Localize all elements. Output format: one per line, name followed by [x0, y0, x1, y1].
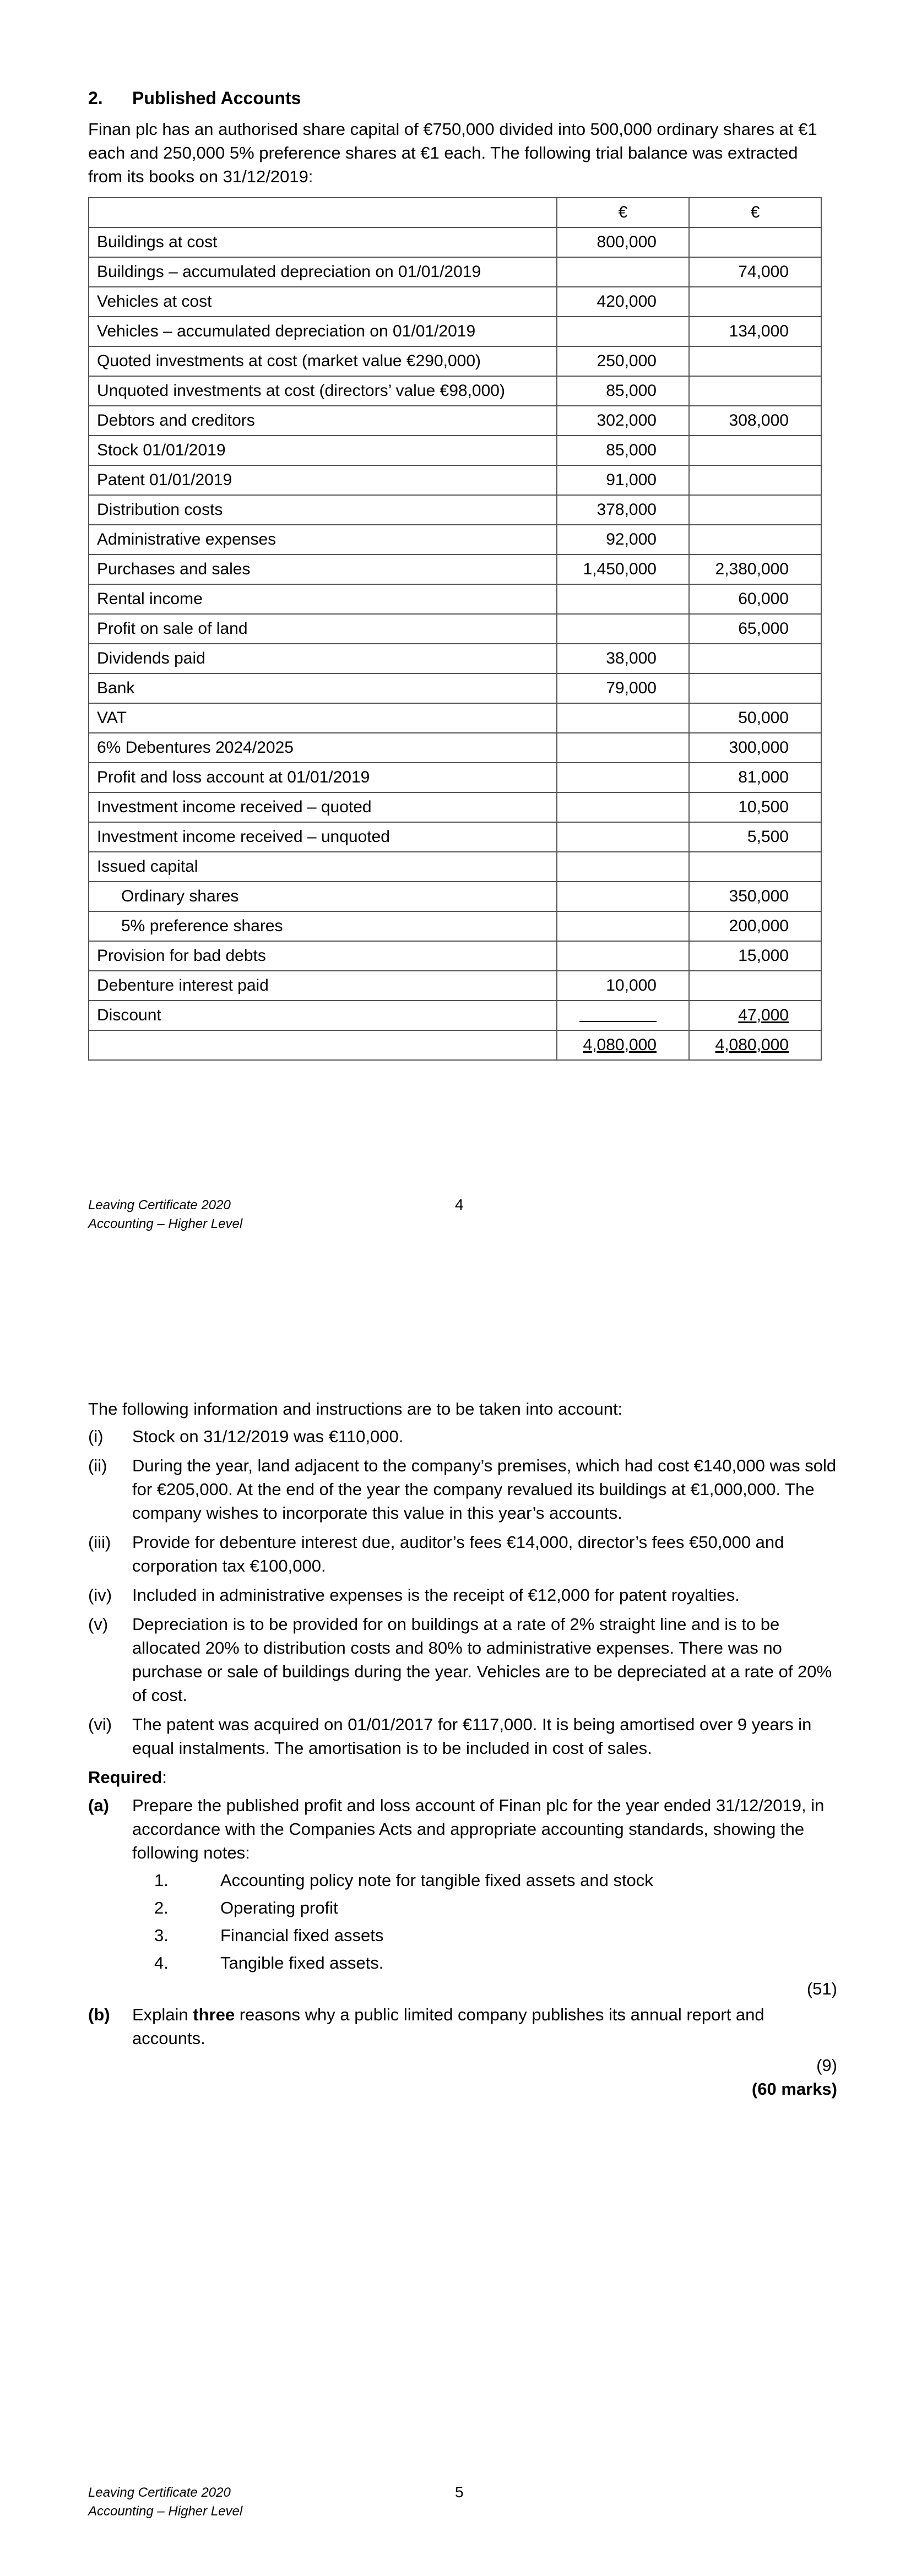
row-description: Stock 01/01/2019: [89, 436, 557, 465]
row-debit: [557, 733, 689, 763]
table-row: [89, 733, 821, 763]
row-credit: 50,000: [689, 703, 821, 733]
row-description: Vehicles – accumulated depreciation on 01/01/2019: [89, 317, 557, 346]
debit-rule-line: [579, 1004, 657, 1022]
row-debit: 1,450,000: [557, 555, 689, 584]
part-b-text: [132, 2003, 837, 2050]
row-description: Bank: [89, 673, 557, 703]
row-credit: 5,500: [689, 822, 821, 852]
trial-balance-table: [88, 197, 822, 1061]
row-credit: 81,000: [689, 763, 821, 792]
row-debit: [557, 584, 689, 614]
footer-line-2: Accounting – Higher Level: [88, 1216, 243, 1231]
row-debit: [557, 882, 689, 911]
note-label: (i): [88, 1427, 104, 1446]
table-row: [89, 436, 821, 465]
row-description: Discount: [89, 1001, 557, 1030]
note-text: Depreciation is to be provided for on buildings at a rate of 2% straight line and is to be allocated 20% to distribution costs and 80% to administrative expenses. There was no purchase or sale of buildings during the year. Vehicles are to be depreciated at a rate of 20% of cost.: [132, 1615, 832, 1705]
row-debit: [557, 317, 689, 346]
row-credit: 134,000: [689, 317, 821, 346]
table-row: [89, 614, 821, 644]
note-text: The patent was acquired on 01/01/2017 for €117,000. It is being amortised over 9 years in equal instalments. The amortisation is to be included in cost of sales.: [132, 1715, 812, 1758]
row-credit: [689, 525, 821, 555]
list-item-text: Accounting policy note for tangible fixed assets and stock: [220, 1871, 653, 1890]
footer: [88, 1196, 242, 1233]
part-b-post: reasons why a public limited company publishes its annual report and accounts.: [132, 2005, 764, 2048]
row-debit: 250,000: [557, 346, 689, 376]
table-row: [89, 971, 821, 1001]
part-a-marks: (51): [806, 1979, 837, 1998]
row-description: Patent 01/01/2019: [89, 465, 557, 495]
footer-line-1: Leaving Certificate 2020: [88, 2485, 231, 2500]
table-row: [89, 227, 821, 257]
row-credit: 74,000: [689, 257, 821, 287]
note-label: (iv): [88, 1585, 112, 1605]
list-item: [154, 1894, 837, 1922]
totals-row: [89, 1030, 821, 1060]
row-description: Administrative expenses: [89, 525, 557, 555]
total-credit-value: 4,080,000: [715, 1036, 789, 1054]
table-row: [89, 317, 821, 346]
row-description: Vehicles at cost: [89, 287, 557, 317]
total-debit: [557, 1030, 689, 1060]
list-item-text: Financial fixed assets: [220, 1926, 384, 1945]
table-row: [89, 465, 821, 495]
note-text: Provide for debenture interest due, auditor’s fees €14,000, director’s fees €50,000 and corporation tax €100,000.: [132, 1532, 784, 1575]
row-debit: 420,000: [557, 287, 689, 317]
question-number: 2.: [88, 88, 103, 108]
row-debit: [557, 911, 689, 941]
table-row: [89, 376, 821, 406]
table-row: [89, 1001, 821, 1030]
note-label: (vi): [88, 1715, 112, 1734]
row-debit: [557, 941, 689, 971]
instruction-note: [88, 1530, 837, 1578]
required-label: Required: [88, 1768, 162, 1787]
row-description: Buildings – accumulated depreciation on 01/01/2019: [89, 257, 557, 287]
row-credit: 2,380,000: [689, 555, 821, 584]
row-debit: 85,000: [557, 376, 689, 406]
row-description: Profit and loss account at 01/01/2019: [89, 763, 557, 792]
row-credit: [689, 1001, 821, 1030]
note-text: During the year, land adjacent to the company’s premises, which had cost €140,000 was sold for €205,000. At the end of the year the company revalued its buildings at €1,000,000. The company wishes to incorporate this value in this year’s accounts.: [132, 1456, 837, 1523]
total-debit-value: 4,080,000: [583, 1036, 657, 1054]
list-item-text: Tangible fixed assets.: [220, 1953, 384, 1972]
table-row: [89, 257, 821, 287]
row-debit: [557, 852, 689, 882]
row-credit: 10,500: [689, 792, 821, 822]
row-credit: 65,000: [689, 614, 821, 644]
row-debit: 91,000: [557, 465, 689, 495]
footer-page-5: [88, 2483, 242, 2521]
row-debit: 92,000: [557, 525, 689, 555]
row-credit: [689, 436, 821, 465]
table-row: [89, 822, 821, 852]
required-heading: [88, 1765, 837, 1789]
part-b-bold: three: [193, 2005, 235, 2024]
part-a-label: (a): [88, 1796, 109, 1815]
table-row: [89, 673, 821, 703]
row-credit: [689, 376, 821, 406]
list-item-number: 3.: [154, 1926, 169, 1945]
table-row: [89, 792, 821, 822]
table-row: [89, 852, 821, 882]
part-b-label: (b): [88, 2005, 110, 2024]
row-credit: 308,000: [689, 406, 821, 436]
row-description: 5% preference shares: [89, 911, 557, 941]
row-credit: [689, 644, 821, 673]
row-credit: [689, 852, 821, 882]
row-credit: [689, 495, 821, 525]
note-label: (v): [88, 1615, 109, 1634]
part-a-notes-list: [154, 1867, 837, 1977]
row-credit: [689, 673, 821, 703]
row-credit: [689, 287, 821, 317]
table-row: [89, 703, 821, 733]
row-credit: 350,000: [689, 882, 821, 911]
row-description: Quoted investments at cost (market value €290,000): [89, 346, 557, 376]
row-debit: [557, 257, 689, 287]
row-description: Purchases and sales: [89, 555, 557, 584]
row-credit: [689, 227, 821, 257]
row-description: Rental income: [89, 584, 557, 614]
row-credit: [689, 971, 821, 1001]
instruction-note: [88, 1713, 837, 1760]
table-row: [89, 644, 821, 673]
table-row: [89, 763, 821, 792]
footer-line-1: Leaving Certificate 2020: [88, 1198, 231, 1213]
header-cell-debit: €: [557, 198, 689, 227]
table-row: [89, 911, 821, 941]
table-row: [89, 882, 821, 911]
row-debit: 10,000: [557, 971, 689, 1001]
row-debit: 378,000: [557, 495, 689, 525]
row-debit: [557, 614, 689, 644]
row-debit: [557, 1001, 689, 1030]
row-credit: [689, 346, 821, 376]
list-item-number: 4.: [154, 1953, 169, 1972]
list-item-text: Operating profit: [220, 1898, 338, 1917]
total-marks: (60 marks): [751, 2079, 837, 2099]
question-title: Published Accounts: [132, 88, 301, 108]
row-description: Investment income received – unquoted: [89, 822, 557, 852]
header-cell-description: [89, 198, 557, 227]
row-debit: [557, 763, 689, 792]
row-debit: [557, 822, 689, 852]
row-description: Provision for bad debts: [89, 941, 557, 971]
row-description: Debenture interest paid: [89, 971, 557, 1001]
table-row: [89, 941, 821, 971]
instruction-note: [88, 1583, 837, 1607]
row-description: Profit on sale of land: [89, 614, 557, 644]
row-credit: 200,000: [689, 911, 821, 941]
list-item: [154, 1949, 837, 1977]
table-row: [89, 584, 821, 614]
part-a-text: Prepare the published profit and loss account of Finan plc for the year ended 31/12/2019, in accordance with the Companies Acts and appropriate accounting standards, showing the following notes:: [132, 1796, 825, 1862]
totals-label: [89, 1030, 557, 1060]
instructions-intro: The following information and instructions are to be taken into account:: [88, 1399, 623, 1419]
page-number-5: 5: [455, 2483, 464, 2501]
note-label: (ii): [88, 1456, 107, 1475]
row-debit: [557, 792, 689, 822]
notes-list: [88, 1425, 837, 1760]
row-description: Dividends paid: [89, 644, 557, 673]
row-debit: [557, 703, 689, 733]
footer-line-2: Accounting – Higher Level: [88, 2504, 243, 2519]
row-debit: 302,000: [557, 406, 689, 436]
row-description: 6% Debentures 2024/2025: [89, 733, 557, 763]
row-description: Debtors and creditors: [89, 406, 557, 436]
table-row: [89, 525, 821, 555]
row-credit: [689, 465, 821, 495]
instruction-note: [88, 1425, 837, 1448]
page-number: 4: [455, 1196, 464, 1213]
row-credit: 300,000: [689, 733, 821, 763]
note-label: (iii): [88, 1532, 111, 1552]
row-description: VAT: [89, 703, 557, 733]
list-item: [154, 1867, 837, 1894]
instruction-note: [88, 1612, 837, 1707]
part-a: [88, 1794, 837, 1865]
row-description: Unquoted investments at cost (directors’ value €98,000): [89, 376, 557, 406]
table-row: [89, 346, 821, 376]
row-credit: 60,000: [689, 584, 821, 614]
table-row: [89, 406, 821, 436]
row-description: Buildings at cost: [89, 227, 557, 257]
question-heading: [88, 88, 301, 108]
row-description: Investment income received – quoted: [89, 792, 557, 822]
header-cell-credit: €: [689, 198, 821, 227]
row-debit: 800,000: [557, 227, 689, 257]
list-item-number: 2.: [154, 1898, 169, 1917]
note-text: Stock on 31/12/2019 was €110,000.: [132, 1427, 404, 1446]
row-description: Distribution costs: [89, 495, 557, 525]
part-b: [88, 2003, 837, 2050]
instructions-notes: [88, 1425, 837, 2101]
required-colon: :: [162, 1768, 167, 1787]
table-row: [89, 555, 821, 584]
list-item: [154, 1922, 837, 1949]
part-b-pre: Explain: [132, 2005, 193, 2024]
row-credit: 15,000: [689, 941, 821, 971]
row-description: Ordinary shares: [89, 882, 557, 911]
table-header-row: [89, 198, 821, 227]
credit-underlined-value: 47,000: [738, 1006, 789, 1024]
list-item-number: 1.: [154, 1871, 169, 1890]
row-description: Issued capital: [89, 852, 557, 882]
row-debit: 79,000: [557, 673, 689, 703]
instruction-note: [88, 1454, 837, 1525]
question-intro: Finan plc has an authorised share capital of €750,000 divided into 500,000 ordinary shares at €1 each and 250,000 5% preference shares at €1 each. The following trial balance was extracted from its books on 31/12/2019:: [88, 119, 817, 186]
row-debit: 85,000: [557, 436, 689, 465]
total-credit: [689, 1030, 821, 1060]
table-row: [89, 287, 821, 317]
note-text: Included in administrative expenses is the receipt of €12,000 for patent royalties.: [132, 1585, 740, 1605]
table-row: [89, 495, 821, 525]
part-b-marks: (9): [816, 2056, 837, 2075]
row-debit: 38,000: [557, 644, 689, 673]
